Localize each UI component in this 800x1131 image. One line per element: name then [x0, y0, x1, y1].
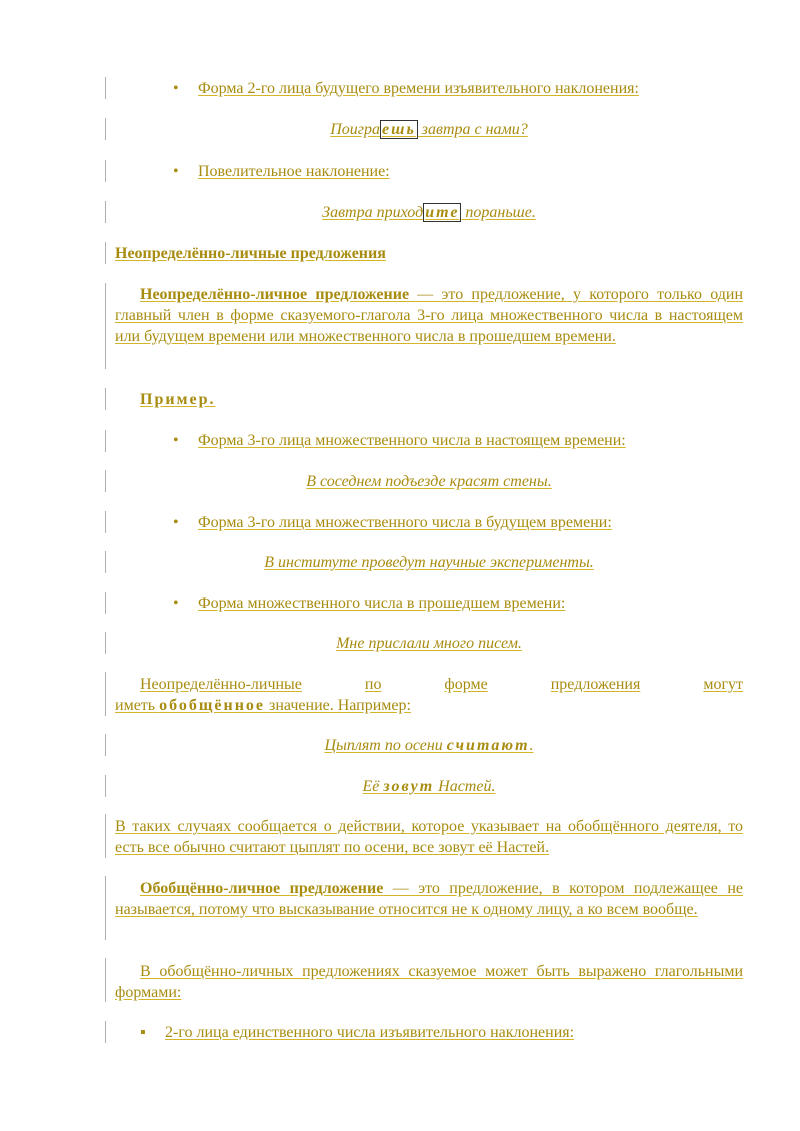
emphasized-word: зовут [383, 778, 435, 795]
bullet-text: Форма 2-го лица будущего времени изъявительного наклонения: [198, 80, 639, 97]
example-line: Поигра ешь завтра с нами? [330, 121, 528, 138]
definition-paragraph: Неопределённо-личное предложение — это предложение, у которого только один главный член в форме сказуемого-глагола 3-го лица множественного числа в настоящем или будущем времени или множественного числа в прошедшем времени. [115, 286, 744, 345]
bullet-text: Форма 3-го лица множественного числа в будущем времени: [198, 514, 612, 531]
highlighted-ending: ешь [382, 121, 416, 138]
square-bullet-marker: ▪ [140, 1024, 146, 1041]
bullet-item [0, 78, 800, 99]
bullet-text: Повелительное наклонение: [198, 163, 390, 180]
bullet-item [0, 430, 800, 451]
bullet-text: Форма 3-го лица множественного числа в настоящем времени: [198, 432, 626, 449]
highlighted-ending: ите [425, 204, 460, 221]
bullet-item [0, 593, 800, 614]
bullet-marker: • [173, 432, 179, 449]
forms-paragraph: В обобщённо-личных предложениях сказуемое может быть выражено глагольными формами: [115, 963, 743, 1001]
defined-term: Обобщённо-личное предложение [140, 880, 384, 897]
bullet-marker: • [173, 595, 179, 612]
generalization-paragraph: Неопределённо-личные по форме предложения могут иметь обобщённое значение. Например: [115, 676, 743, 714]
bullet-item [0, 512, 800, 533]
bullet-item [0, 161, 800, 182]
example-line: Завтра приход ите пораньше. [322, 204, 536, 221]
example-line: Мне прислали много писем. [336, 635, 522, 652]
emphasized-word: считают [446, 737, 530, 754]
bullet-marker: • [173, 163, 179, 180]
example-line: В институте проведут научные эксперименты. [264, 554, 594, 571]
revision-bar [105, 958, 106, 1002]
revision-bar [105, 814, 106, 858]
bullet-marker: • [173, 80, 179, 97]
example-line: Цыплят по осени считают. [324, 737, 534, 754]
revision-bar [105, 283, 106, 369]
bullet-text: 2-го лица единственного числа изъявительного наклонения: [165, 1024, 575, 1041]
bullet-marker: • [173, 514, 179, 531]
section-heading: Неопределённо-личные предложения [115, 245, 386, 262]
bullet-text: Форма множественного числа в прошедшем времени: [198, 595, 566, 612]
revision-bar [105, 672, 106, 716]
example-label: Пример. [140, 391, 216, 408]
example-line: В соседнем подъезде красят стены. [306, 473, 552, 490]
definition-paragraph: Обобщённо-личное предложение — это предложение, в котором подлежащее не называется, потому что высказывание относится не к одному лицу, а ко всем вообще. [115, 880, 744, 918]
square-bullet-item [0, 1022, 800, 1043]
revision-bar [105, 876, 106, 940]
example-line: Её зовут Настей. [362, 778, 496, 795]
emphasized-word: обобщённое [159, 697, 266, 714]
explanation-paragraph: В таких случаях сообщается о действии, которое указывает на обобщённого деятеля, то есть все обычно считают цыплят по осени, все зовут её Настей. [115, 818, 743, 856]
defined-term: Неопределённо-личное предложение [140, 286, 410, 303]
